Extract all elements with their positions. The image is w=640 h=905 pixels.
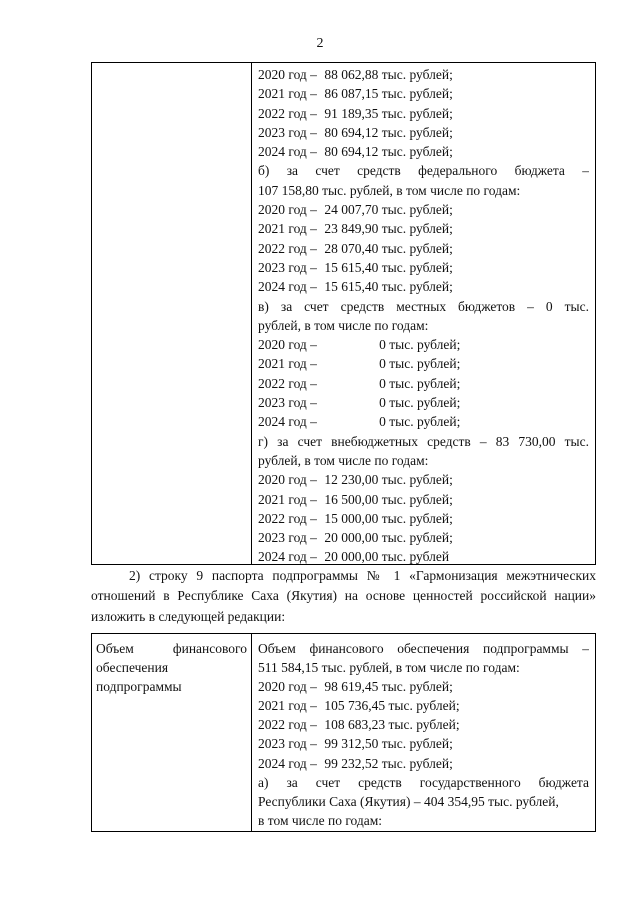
text-line: 511 584,15 тыс. рублей, в том числе по годам: [258,660,520,676]
year-label: 2020 год – [258,472,317,488]
year-label: 2023 год – [258,736,317,752]
value-line [258,65,589,84]
amount-value: 0 тыс. рублей; [379,414,461,430]
value-line [258,528,589,547]
value-line [258,239,589,258]
amount-value: 80 694,12 тыс. рублей; [324,124,453,140]
amendment-paragraph [91,566,596,627]
value-line [258,509,589,528]
amount-value: 12 230,00 тыс. рублей; [324,472,453,488]
value-line [258,470,589,489]
year-label: 2021 год – [258,698,317,714]
amount-value: 15 615,40 тыс. рублей; [324,259,453,275]
year-label: 2022 год – [258,375,317,391]
label-line: Объем финансового [96,641,247,656]
text-line: 107 158,80 тыс. рублей, в том числе по годам: [258,182,521,198]
value-line [258,142,589,161]
year-label: 2023 год – [258,530,317,546]
value-line [258,258,589,277]
year-label: 2023 год – [258,124,317,140]
amount-value: 99 232,52 тыс. рублей; [324,755,453,771]
label-line: подпрограммы [96,679,182,694]
amount-value: 108 683,23 тыс. рублей; [324,717,460,733]
year-label: 2024 год – [258,755,317,771]
amount-value: 0 тыс. рублей; [379,356,461,372]
value-line [258,104,589,123]
amount-value: 16 500,00 тыс. рублей; [324,491,453,507]
text-line: б) за счет средств федерального бюджета – [258,163,589,179]
value-line [258,84,589,103]
amount-value: 28 070,40 тыс. рублей; [324,240,453,256]
year-label: 2021 год – [258,356,317,372]
amount-value: 0 тыс. рублей; [379,375,461,391]
value-line [258,754,589,773]
amount-value: 98 619,45 тыс. рублей; [324,679,453,695]
value-line [258,354,589,373]
amount-value: 80 694,12 тыс. рублей; [324,144,453,160]
text-line: а) за счет средств государственного бюджета [258,774,589,790]
value-line [258,123,589,142]
amount-value: 0 тыс. рублей; [379,395,461,411]
value-line [258,734,589,753]
year-label: 2021 год – [258,221,317,237]
amount-value: 99 312,50 тыс. рублей; [324,736,453,752]
year-label: 2022 год – [258,240,317,256]
year-label: 2024 год – [258,414,317,430]
year-label: 2022 год – [258,105,317,121]
value-line [258,547,589,566]
value-line [258,277,589,296]
year-label: 2021 год – [258,491,317,507]
year-label: 2023 год – [258,259,317,275]
financing-table-new [91,633,596,832]
text-line: в том числе по годам: [258,812,383,828]
amount-value: 105 736,45 тыс. рублей; [324,698,460,714]
value-line [258,393,589,412]
amount-value: 15 000,00 тыс. рублей; [324,510,453,526]
amount-value: 0 тыс. рублей; [379,337,461,353]
value-line [258,677,589,696]
amount-value: 24 007,70 тыс. рублей; [324,202,453,218]
table-value-cell [252,63,595,564]
text-line: в) за счет средств местных бюджетов – 0 тыс. [258,298,589,314]
amount-value: 86 087,15 тыс. рублей; [324,86,453,102]
value-line [258,412,589,431]
page-number: 2 [316,36,324,51]
value-line [258,696,589,715]
year-label: 2024 год – [258,279,317,295]
year-label: 2024 год – [258,549,317,565]
text-line: Республики Саха (Якутия) – 404 354,95 тыс. рублей, [258,793,559,809]
year-label: 2024 год – [258,144,317,160]
year-label: 2020 год – [258,337,317,353]
table-label-cell [92,63,252,564]
table-value-cell [252,634,595,831]
amount-value: 88 062,88 тыс. рублей; [324,67,453,82]
text-line: рублей, в том числе по годам: [258,452,429,468]
year-label: 2020 год – [258,679,317,695]
year-label: 2022 год – [258,510,317,526]
label-line: обеспечения [96,660,169,675]
value-line [258,715,589,734]
text-line: Объем финансового обеспечения подпрограммы – [258,641,589,656]
value-line [258,490,589,509]
amount-value: 23 849,90 тыс. рублей; [324,221,453,237]
amount-value: 91 189,35 тыс. рублей; [324,105,453,121]
text-line: рублей, в том числе по годам: [258,317,429,333]
table-label-cell [92,634,252,831]
amount-value: 20 000,00 тыс. рублей; [324,530,453,546]
value-line [258,200,589,219]
amount-value: 15 615,40 тыс. рублей; [324,279,453,295]
amount-value: 20 000,00 тыс. рублей [324,549,450,565]
year-label: 2023 год – [258,395,317,411]
text-line: г) за счет внебюджетных средств – 83 730,00 тыс. [258,433,589,449]
year-label: 2020 год – [258,67,317,82]
financing-table-continued [91,62,596,565]
value-line [258,374,589,393]
amendment-text: 2) строку 9 паспорта подпрограммы № 1 «Гармонизация межэтнических отношений в Республике Саха (Якутия) на основе ценностей российской нации» изложить в следующей редакции: [91,568,596,624]
year-label: 2021 год – [258,86,317,102]
year-label: 2022 год – [258,717,317,733]
year-label: 2020 год – [258,202,317,218]
value-line [258,219,589,238]
value-line [258,335,589,354]
